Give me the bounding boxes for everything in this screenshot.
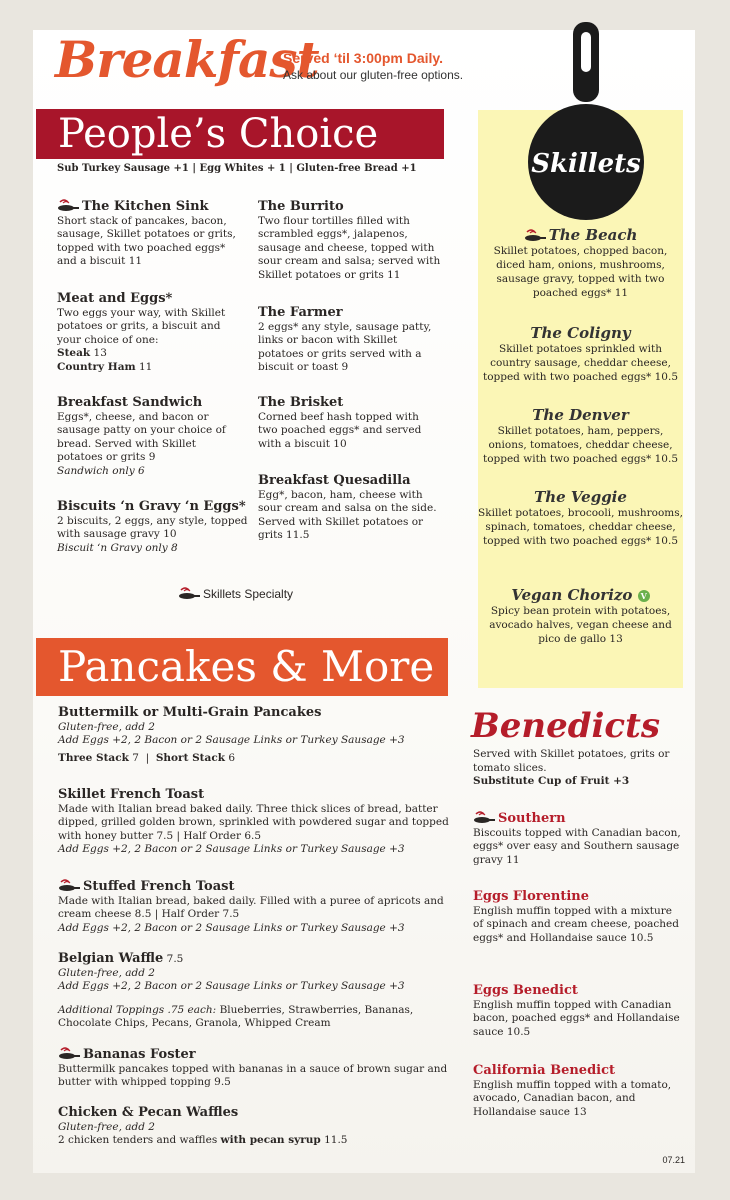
skillet-specialty-icon xyxy=(57,198,79,212)
gluten-free-note: Ask about our gluten-free options. xyxy=(283,68,464,82)
item-description: Made with Italian bread, baked daily. Filled with a puree of apricots and cream cheese 8.5 | Half Order 7.5 xyxy=(58,894,444,920)
peoples-choice-banner: People’s Choice xyxy=(36,109,444,159)
menu-item-burrito: The Burrito Two flour tortilles filled with scrambled eggs*, jalapenos, sausage and cheese, topped with sour cream and salsa; served with Skillet potatoes or grits 11 xyxy=(258,200,448,282)
skillet-item-coligny: The Coligny Skillet potatoes sprinkled with country sausage, cheddar cheese, topped with two poached eggs* 10.5 xyxy=(482,324,679,383)
skillet-item-veggie: The Veggie Skillet potatoes, brocooli, mushrooms, spinach, tomatoes, cheddar cheese, topped with two poached eggs* 10.5 xyxy=(478,488,683,547)
menu-item-chicken-pecan-waffles: Chicken & Pecan Waffles Gluten-free, add 2 2 chicken tenders and waffles with pecan syrup 11.5 xyxy=(58,1105,348,1146)
skillet-item-vegan-chorizo: Vegan Chorizo V Spicy bean protein with potatoes, avocado halves, vegan cheese and pico de gallo 13 xyxy=(489,586,672,645)
menu-item-farmer: The Farmer 2 eggs* any style, sausage patty, links or bacon with Skillet potatoes or grits served with a biscuit or toast 9 xyxy=(258,306,438,375)
skillet-specialty-icon xyxy=(58,1046,80,1060)
menu-page xyxy=(33,30,695,1173)
item-description: Short stack of pancakes, bacon, sausage, Skillet potatoes or grits, topped with two poached eggs* and a biscuit 11 xyxy=(57,214,236,267)
item-description: Egg*, bacon, ham, cheese with sour cream and salsa on the side. Served with Skillet potatoes or grits 11.5 xyxy=(258,488,437,541)
breakfast-title: Breakfast xyxy=(55,30,319,89)
skillet-pan-icon xyxy=(521,22,651,222)
skillet-specialty-icon xyxy=(473,810,495,824)
menu-item-belgian-waffle: Belgian Waffle 7.5 Gluten-free, add 2 Add Eggs +2, 2 Bacon or 2 Sausage Links or Turkey Sausage +3 Additional Toppings .75 each: Blueberries, Strawberries, Bananas, Chocolate Chips, Pecans, Granola, Whipped Cream xyxy=(58,951,414,1029)
item-description: Two flour tortilles filled with scrambled eggs*, jalapenos, sausage and cheese, topped with sour cream and salsa; served with Skillet potatoes or grits 11 xyxy=(258,214,441,281)
menu-item-brisket: The Brisket Corned beef hash topped with two poached eggs* and served with a biscuit 10 xyxy=(258,396,438,451)
item-description: Made with Italian bread baked daily. Three thick slices of bread, batter dipped, grilled golden brown, sprinkled with powdered sugar and topped with honey butter 7.5 | Half Order 6.5 xyxy=(58,802,449,842)
menu-item-bananas-foster: Bananas Foster Buttermilk pancakes topped with bananas in a sauce of brown sugar and butter with whipped topping 9.5 xyxy=(58,1046,453,1090)
skillet-specialty-icon xyxy=(524,228,546,242)
menu-item-pancakes: Buttermilk or Multi-Grain Pancakes Gluten-free, add 2 Add Eggs +2, 2 Bacon or 2 Sausage Links or Turkey Sausage +3 Three Stack 7 | Short Stack 6 xyxy=(58,705,405,764)
item-description: Two eggs your way, with Skillet potatoes or grits, a biscuit and your choice of one: xyxy=(57,306,226,346)
skillet-item-beach: The Beach Skillet potatoes, chopped bacon, diced ham, onions, mushrooms, sausage gravy, topped with two poached eggs* 11 xyxy=(493,226,668,299)
menu-item-skillet-french-toast: Skillet French Toast Made with Italian bread baked daily. Three thick slices of bread, batter dipped, grilled golden brown, sprinkled with powdered sugar and topped with honey butter 7.5 | Half Order 6.5 Add Eggs +2, 2 Bacon or 2 Sausage Links or Turkey Sausage +3 xyxy=(58,788,453,857)
skillet-specialty-icon xyxy=(178,586,200,600)
menu-item-biscuits-gravy-eggs: Biscuits ‘n Gravy ‘n Eggs* 2 biscuits, 2 eggs, any style, topped with sausage gravy 10 Biscuit ‘n Gravy only 8 xyxy=(57,500,257,555)
benedict-item-california: California Benedict English muffin topped with a tomato, avocado, Canadian bacon, and Hollandaise sauce 13 xyxy=(473,1063,672,1118)
item-description: Corned beef hash topped with two poached eggs* and served with a biscuit 10 xyxy=(258,410,422,450)
item-description: 2 eggs* any style, sausage patty, links or bacon with Skillet potatoes or grits served with a biscuit or toast 9 xyxy=(258,320,432,373)
benedict-item-southern: Southern Biscouits topped with Canadian bacon, eggs* over easy and Southern sausage gravy 11 xyxy=(473,811,681,866)
menu-item-kitchen-sink: The Kitchen Sink Short stack of pancakes, bacon, sausage, Skillet potatoes or grits, topped with two poached eggs* and a biscuit 11 xyxy=(57,198,247,269)
pancakes-banner: Pancakes & More xyxy=(36,638,448,696)
benedict-item-florentine: Eggs Florentine English muffin topped with a mixture of spinach and cream cheese, poached eggs* and Hollandaise sauce 10.5 xyxy=(473,889,679,944)
benedicts-title: Benedicts xyxy=(471,706,660,746)
item-description: 2 biscuits, 2 eggs, any style, topped with sausage gravy 10 xyxy=(57,514,248,540)
item-description: Buttermilk pancakes topped with bananas in a sauce of brown sugar and butter with whipped topping 9.5 xyxy=(58,1062,448,1088)
skillets-title: Skillets xyxy=(531,149,641,179)
benedict-item-eggs-benedict: Eggs Benedict English muffin topped with Canadian bacon, poached eggs* and Hollandaise sauce 10.5 xyxy=(473,983,680,1038)
peoples-choice-substitutions: Sub Turkey Sausage +1 | Egg Whites + 1 | Gluten-free Bread +1 xyxy=(57,163,417,174)
menu-item-breakfast-sandwich: Breakfast Sandwich Eggs*, cheese, and bacon or sausage patty on your choice of bread. Served with Skillet potatoes or grits 9 Sandwich only 6 xyxy=(57,396,237,478)
skillets-specialty-legend: Skillets Specialty xyxy=(178,586,293,601)
item-description: Eggs*, cheese, and bacon or sausage patty on your choice of bread. Served with Skillet potatoes or grits 9 xyxy=(57,410,226,463)
menu-item-meat-and-eggs: Meat and Eggs* Two eggs your way, with Skillet potatoes or grits, a biscuit and your choice of one: Steak 13 Country Ham 11 xyxy=(57,292,237,374)
served-hours: Served ‘til 3:00pm Daily. xyxy=(283,50,444,66)
menu-code: 07.21 xyxy=(662,1155,685,1165)
vegan-icon: V xyxy=(638,590,650,602)
benedicts-intro: Served with Skillet potatoes, grits or tomato slices. Substitute Cup of Fruit +3 xyxy=(473,748,670,787)
menu-item-stuffed-french-toast: Stuffed French Toast Made with Italian bread, baked daily. Filled with a puree of apricots and cream cheese 8.5 | Half Order 7.5 Add Eggs +2, 2 Bacon or 2 Sausage Links or Turkey Sausage +3 xyxy=(58,878,453,935)
skillet-item-denver: The Denver Skillet potatoes, ham, peppers, onions, tomatoes, cheddar cheese, topped with two poached eggs* 10.5 xyxy=(482,406,679,465)
menu-item-quesadilla: Breakfast Quesadilla Egg*, bacon, ham, cheese with sour cream and salsa on the side. Served with Skillet potatoes or grits 11.5 xyxy=(258,474,448,543)
skillet-specialty-icon xyxy=(58,878,80,892)
